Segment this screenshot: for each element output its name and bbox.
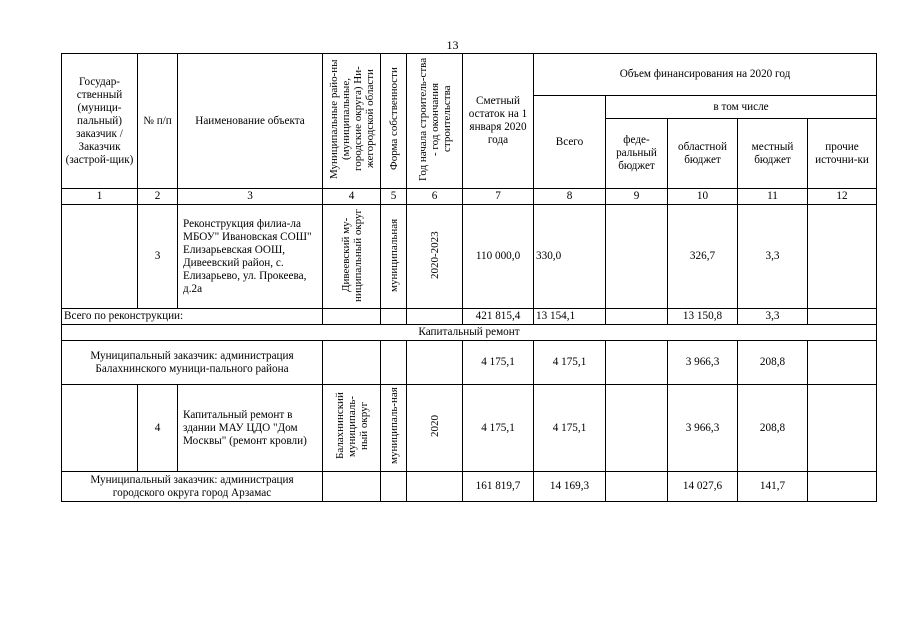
row3-estimate: 110 000,0 [463, 205, 534, 309]
table-row [62, 341, 877, 385]
header-local: местный бюджет [738, 119, 808, 189]
row4-municipality: Балахнинский муниципаль-ный округ [323, 385, 381, 472]
financing-table [61, 53, 877, 502]
section-title: Капитальный ремонт [62, 325, 877, 341]
header-financing: Объем финансирования на 2020 год [534, 54, 877, 96]
customer-balakhna-label: Муниципальный заказчик: администрация Балахнинского муници-пального района [62, 341, 323, 385]
row3-municipality: Дивеевский му-ниципальный округ [323, 205, 381, 309]
col-number: 1 [62, 189, 138, 205]
col-number: 8 [534, 189, 606, 205]
row4-years: 2020 [407, 385, 463, 472]
row3-customer [62, 205, 138, 309]
header-years: Год начала строитель-ства - год окончания строительства [407, 54, 463, 189]
header-no: № п/п [138, 54, 178, 189]
row4-regional: 3 966,3 [668, 385, 738, 472]
header-customer: Государ-ственный (муници-пальный) заказчик / Заказчик (застрой-щик) [62, 54, 138, 189]
row3-local: 3,3 [738, 205, 808, 309]
header-including: в том числе [606, 96, 877, 119]
col-number: 12 [808, 189, 877, 205]
reconstruction-total-total: 13 154,1 [534, 309, 606, 325]
customer-balakhna-regional: 3 966,3 [668, 341, 738, 385]
row3-object-name: Реконструкция филиа-ла МБОУ" Ивановская СОШ" Елизарьевская ООШ, Дивеевский район, с. Елизарьево, ул. Прокеева, д.2а [178, 205, 323, 309]
row4-local: 208,8 [738, 385, 808, 472]
table-row [62, 205, 877, 309]
customer-arzamas-label: Муниципальный заказчик: администрация городского округа город Арзамас [62, 472, 323, 502]
header-other: прочие источни-ки [808, 119, 877, 189]
col-number: 9 [606, 189, 668, 205]
header-total: Всего [534, 96, 606, 189]
col-number: 5 [381, 189, 407, 205]
customer-balakhna-estimate: 4 175,1 [463, 341, 534, 385]
col-number: 11 [738, 189, 808, 205]
row3-no: 3 [138, 205, 178, 309]
row4-customer [62, 385, 138, 472]
reconstruction-total-estimate: 421 815,4 [463, 309, 534, 325]
row3-regional: 326,7 [668, 205, 738, 309]
customer-arzamas-total: 14 169,3 [534, 472, 606, 502]
row4-no: 4 [138, 385, 178, 472]
row4-ownership: муниципаль-ная [381, 385, 407, 472]
table-row [62, 309, 877, 325]
row3-federal [606, 205, 668, 309]
col-number: 3 [178, 189, 323, 205]
row4-total: 4 175,1 [534, 385, 606, 472]
header-ownership: Форма собственности [381, 54, 407, 189]
col-number: 4 [323, 189, 381, 205]
row3-total: 330,0 [534, 205, 606, 309]
header-estimate: Сметный остаток на 1 января 2020 года [463, 54, 534, 189]
customer-arzamas-estimate: 161 819,7 [463, 472, 534, 502]
row4-estimate: 4 175,1 [463, 385, 534, 472]
col-number: 2 [138, 189, 178, 205]
customer-arzamas-local: 141,7 [738, 472, 808, 502]
reconstruction-total-regional: 13 150,8 [668, 309, 738, 325]
col-number: 10 [668, 189, 738, 205]
customer-balakhna-total: 4 175,1 [534, 341, 606, 385]
col-number: 7 [463, 189, 534, 205]
customer-balakhna-local: 208,8 [738, 341, 808, 385]
header-federal: феде-ральный бюджет [606, 119, 668, 189]
row4-object-name: Капитальный ремонт в здании МАУ ЦДО "Дом Москвы" (ремонт кровли) [178, 385, 323, 472]
table-row [62, 385, 877, 472]
row3-other [808, 205, 877, 309]
header-municipality: Муниципальные райо-ны (муниципальные, городские округа) Ни-жегородской области [323, 54, 381, 189]
row3-years: 2020-2023 [407, 205, 463, 309]
reconstruction-total-local: 3,3 [738, 309, 808, 325]
table-row [62, 472, 877, 502]
page-number: 13 [446, 38, 459, 52]
header-object-name: Наименование объекта [178, 54, 323, 189]
col-number: 6 [407, 189, 463, 205]
reconstruction-total-label: Всего по реконструкции: [62, 309, 323, 325]
header-regional: областной бюджет [668, 119, 738, 189]
row3-ownership: муниципальная [381, 205, 407, 309]
customer-arzamas-regional: 14 027,6 [668, 472, 738, 502]
